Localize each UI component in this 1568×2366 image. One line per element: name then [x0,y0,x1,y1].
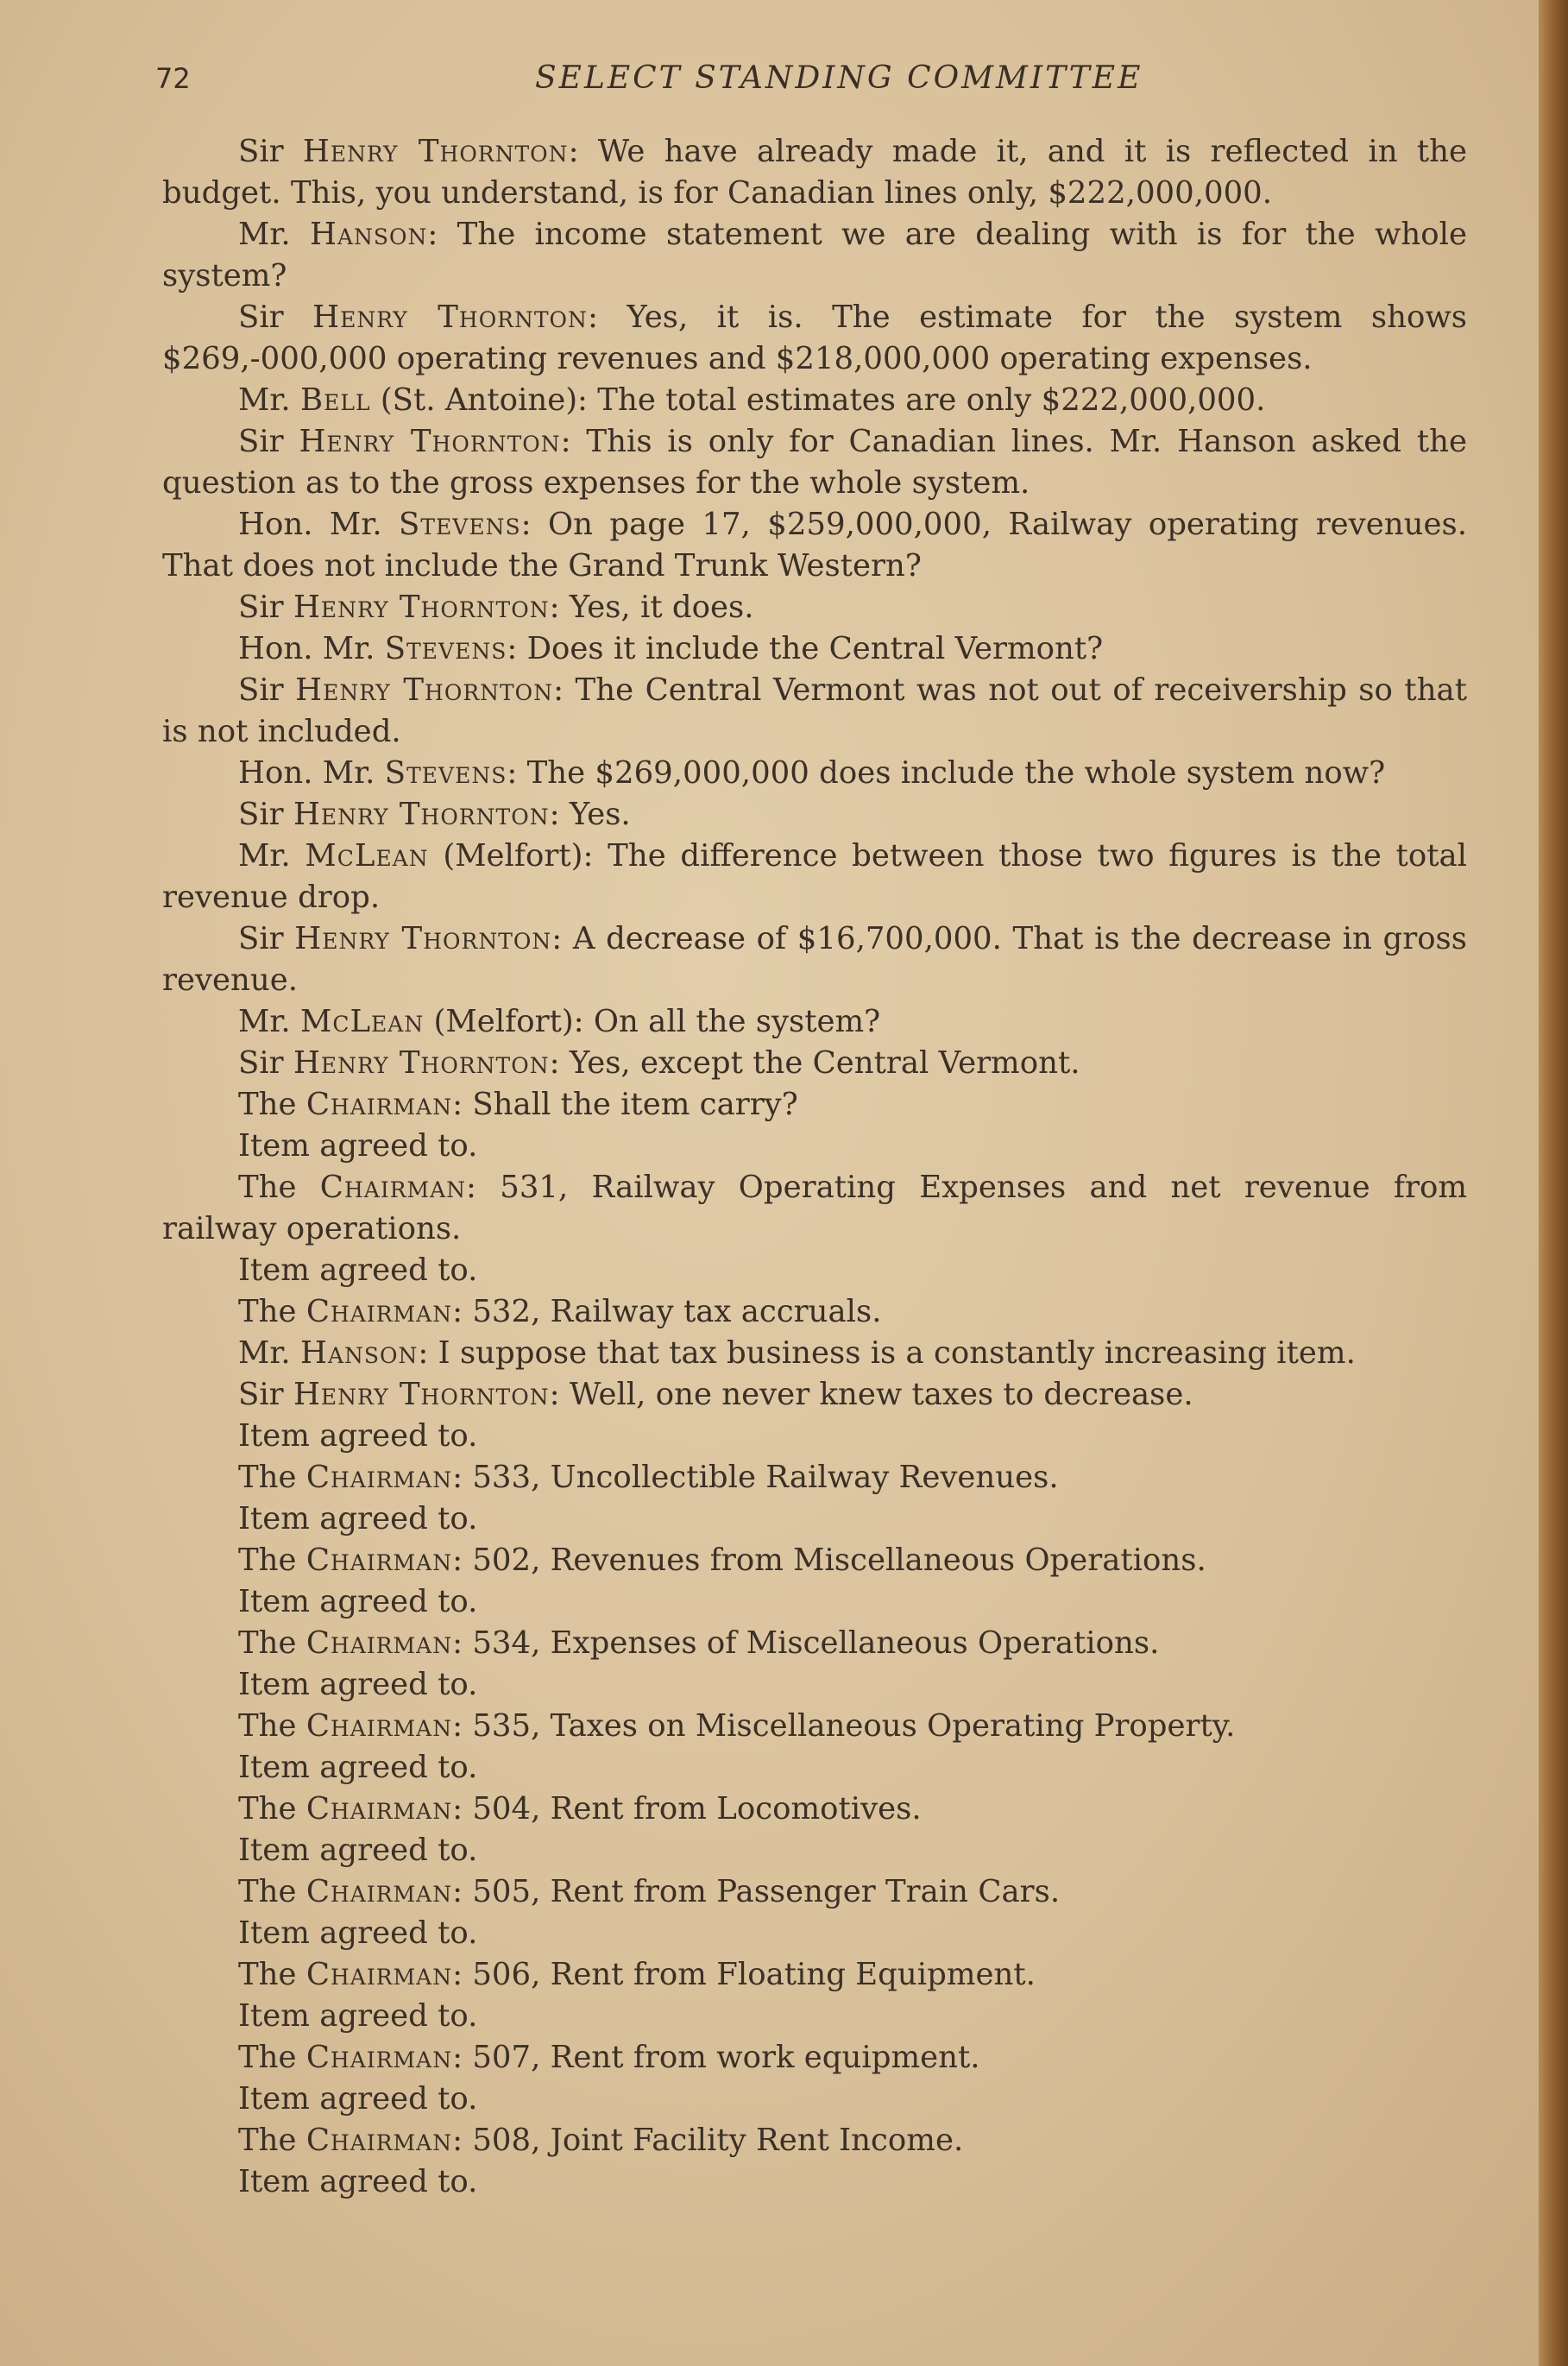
item-agreed-line [162,1996,1467,2037]
speech-text: 507, Rent from work equipment. [463,2040,980,2075]
speech-text: 502, Revenues from Miscellaneous Operations. [463,1543,1206,1578]
speech-text: Item agreed to. [238,1584,478,1619]
speech-paragraph [162,1871,1467,1913]
speech-text: Item agreed to. [238,1418,478,1454]
speaker-suffix: : [549,1377,560,1412]
speech-paragraph [162,670,1467,753]
speech-text: Well, one never knew taxes to decrease. [559,1377,1193,1412]
speech-text: 531, Railway Operating Expenses and net revenue from railway operations. [162,1170,1467,1246]
speaker-title: Sir [238,1377,293,1412]
speech-text: Yes, it does. [559,590,754,625]
speaker-suffix: : [466,1170,477,1205]
speaker-name: Henry Thornton [299,424,561,459]
speaker-title: Mr. [238,382,300,418]
speaker-suffix: (Melfort): [424,1004,584,1039]
speech-paragraph [162,297,1467,380]
speaker-name: Henry Thornton [293,1377,550,1412]
speaker-name: Chairman [305,2040,453,2075]
speaker-suffix: : [507,755,518,791]
item-agreed-line [162,1126,1467,1167]
speech-text: Item agreed to. [238,1998,478,2034]
item-agreed-line [162,1416,1467,1457]
speaker-name: Henry Thornton [302,134,569,169]
speaker-name: Henry Thornton [312,300,588,335]
speaker-name: Henry Thornton [293,590,550,625]
item-agreed-line [162,2161,1467,2203]
speaker-suffix: : [560,424,571,459]
speech-paragraph [162,1623,1467,1664]
speaker-title: The [238,1460,306,1495]
speech-text: 504, Rent from Locomotives. [463,1791,922,1827]
speaker-title: The [238,1170,320,1205]
speaker-title: Mr. [238,838,305,874]
speech-text: The difference between those two figures is the total revenue drop. [162,838,1467,915]
speech-paragraph [162,836,1467,918]
speech-text: Item agreed to. [238,1750,478,1785]
speaker-suffix: : [452,1625,463,1661]
speech-paragraph [162,1333,1467,1374]
book-spine-edge [1539,0,1568,2366]
speech-paragraph [162,214,1467,297]
speech-text: 505, Rent from Passenger Train Cars. [463,1874,1061,1909]
speaker-suffix: : [549,590,560,625]
speech-text: Yes. [559,797,631,832]
speaker-title: Sir [238,921,295,956]
speaker-name: McLean [305,838,429,874]
speaker-suffix: : [452,1957,463,1992]
item-agreed-line [162,2079,1467,2120]
speaker-name: Chairman [305,2123,453,2158]
speaker-suffix: : [418,1335,429,1371]
speaker-name: Hanson [310,217,428,252]
speaker-suffix: : [549,797,560,832]
speaker-title: The [238,1791,306,1827]
speaker-title: Mr. [238,1004,300,1039]
speech-paragraph [162,2120,1467,2161]
speaker-name: Chairman [305,1957,453,1992]
speech-paragraph [162,380,1467,421]
speaker-name: Henry Thornton [295,672,554,708]
speaker-title: Sir [238,590,293,625]
speech-paragraph [162,1457,1467,1498]
speech-paragraph [162,2037,1467,2079]
speaker-title: The [238,1543,306,1578]
speech-text: This is only for Canadian lines. Mr. Hanson asked the question as to the gross expenses for the whole system. [162,424,1467,501]
speaker-suffix: : [427,217,438,252]
speaker-title: The [238,2123,306,2158]
item-agreed-line [162,1250,1467,1291]
speaker-suffix: : [452,1874,463,1909]
speech-text: 508, Joint Facility Rent Income. [463,2123,964,2158]
speaker-name: Chairman [305,1625,453,1661]
speaker-title: Sir [238,300,313,335]
speech-paragraph [162,1706,1467,1747]
speaker-name: Henry Thornton [294,921,552,956]
speaker-suffix: : [452,1708,463,1744]
speech-text: 534, Expenses of Miscellaneous Operations. [463,1625,1160,1661]
speech-paragraph [162,1001,1467,1043]
transcript-body [162,131,1467,2203]
speaker-suffix: : [452,1460,463,1495]
speaker-name: McLean [300,1004,425,1039]
speaker-title: Mr. [238,1335,300,1371]
speech-paragraph [162,1084,1467,1126]
speech-text: On all the system? [583,1004,881,1039]
speaker-title: The [238,1957,306,1992]
page-header [0,54,1568,105]
speech-text: Item agreed to. [238,1128,478,1164]
speaker-suffix: : [520,507,532,542]
speech-paragraph [162,421,1467,504]
speaker-name: Henry Thornton [293,1045,550,1081]
speaker-suffix: : [452,2040,463,2075]
speech-paragraph [162,1374,1467,1416]
running-title: SELECT STANDING COMMITTEE [535,60,1143,96]
speech-text: The total estimates are only $222,000,000. [588,382,1266,418]
speech-paragraph [162,1954,1467,1996]
speech-paragraph [162,1167,1467,1250]
item-agreed-line [162,1581,1467,1623]
speaker-title: The [238,1087,306,1122]
speaker-title: Hon. Mr. [238,507,400,542]
speaker-suffix: : [568,134,579,169]
speech-paragraph [162,504,1467,587]
speaker-title: Mr. [238,217,311,252]
speaker-title: The [238,2040,306,2075]
speech-text: We have already made it, and it is reflected in the budget. This, you understand, is for Canadian lines only, $222,000,000. [162,134,1467,211]
speaker-title: Sir [238,424,299,459]
speech-paragraph [162,1540,1467,1581]
item-agreed-line [162,1913,1467,1954]
speech-text: Does it include the Central Vermont? [517,631,1104,666]
speech-text: A decrease of $16,700,000. That is the decrease in gross revenue. [162,921,1467,998]
speech-text: The $269,000,000 does include the whole system now? [517,755,1386,791]
speech-paragraph [162,753,1467,794]
speech-text: Item agreed to. [238,1833,478,1868]
speech-text: 533, Uncollectible Railway Revenues. [463,1460,1059,1495]
speech-text: Item agreed to. [238,2164,478,2199]
speaker-title: The [238,1708,306,1744]
speaker-name: Chairman [305,1874,453,1909]
speaker-suffix: : [549,1045,560,1081]
speaker-name: Stevens [399,507,521,542]
speech-paragraph [162,587,1467,628]
speech-paragraph [162,131,1467,214]
speech-text: 532, Railway tax accruals. [463,1294,882,1329]
speaker-name: Stevens [384,755,507,791]
speaker-name: Bell [300,382,371,418]
speech-text: Shall the item carry? [463,1087,798,1122]
speaker-suffix: : [452,2123,463,2158]
speaker-suffix: : [553,672,564,708]
speaker-suffix: : [507,631,518,666]
speaker-suffix: : [587,300,598,335]
speech-paragraph [162,628,1467,670]
speaker-title: The [238,1874,306,1909]
speech-text: The income statement we are dealing with is for the whole system? [162,217,1467,293]
speech-text: Item agreed to. [238,1501,478,1536]
speaker-suffix: : [452,1294,463,1329]
speech-text: I suppose that tax business is a constantly increasing item. [428,1335,1356,1371]
speech-text: Yes, except the Central Vermont. [559,1045,1080,1081]
item-agreed-line [162,1498,1467,1540]
speech-paragraph [162,1291,1467,1333]
speech-text: The Central Vermont was not out of receivership so that is not included. [162,672,1467,749]
speech-text: Item agreed to. [238,1252,478,1288]
speaker-suffix: : [452,1087,463,1122]
speech-text: Item agreed to. [238,1667,478,1702]
speaker-title: Hon. Mr. [238,631,385,666]
speaker-name: Stevens [384,631,507,666]
speech-text: Item agreed to. [238,1915,478,1951]
speech-paragraph [162,1043,1467,1084]
item-agreed-line [162,1747,1467,1789]
speaker-title: Sir [238,797,293,832]
speaker-title: Sir [238,134,303,169]
speech-text: Item agreed to. [238,2081,478,2117]
item-agreed-line [162,1664,1467,1706]
speech-paragraph [162,794,1467,836]
speech-text: 506, Rent from Floating Equipment. [463,1957,1036,1992]
speaker-name: Chairman [319,1170,467,1205]
speaker-suffix: : [452,1543,463,1578]
speaker-title: Hon. Mr. [238,755,385,791]
speaker-name: Hanson [300,1335,419,1371]
speech-paragraph [162,1789,1467,1830]
speaker-suffix: (St. Antoine): [370,382,589,418]
speech-text: On page 17, $259,000,000, Railway operating revenues. That does not include the Grand Trunk Western? [162,507,1467,584]
speaker-title: Sir [238,1045,293,1081]
speaker-name: Chairman [305,1460,453,1495]
speaker-name: Chairman [305,1543,453,1578]
speaker-name: Henry Thornton [293,797,550,832]
speech-text: 535, Taxes on Miscellaneous Operating Property. [463,1708,1236,1744]
speaker-name: Chairman [305,1087,453,1122]
speaker-suffix: (Melfort): [428,838,594,874]
speaker-title: The [238,1294,306,1329]
speaker-suffix: : [551,921,563,956]
page-number: 72 [155,62,191,95]
item-agreed-line [162,1830,1467,1871]
speech-text: Yes, it is. The estimate for the system shows $269,-000,000 operating revenues and $218,000,000 operating expenses. [162,300,1467,376]
speaker-suffix: : [452,1791,463,1827]
speech-paragraph [162,918,1467,1001]
speaker-title: The [238,1625,306,1661]
speaker-name: Chairman [305,1708,453,1744]
speaker-name: Chairman [305,1294,453,1329]
speaker-name: Chairman [305,1791,453,1827]
speaker-title: Sir [238,672,296,708]
